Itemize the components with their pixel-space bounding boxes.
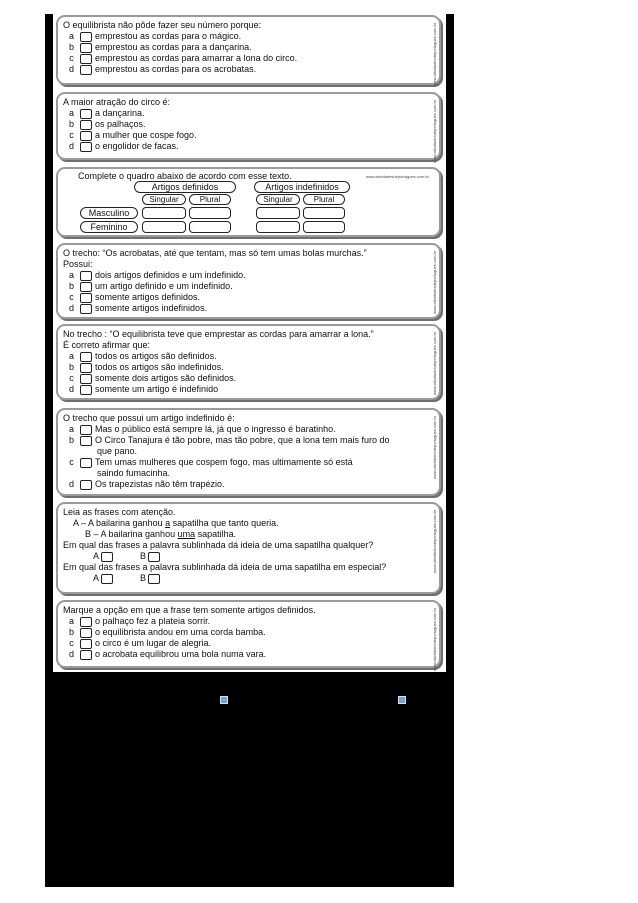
- answer-row-2: A B: [63, 573, 427, 584]
- option-row: [63, 64, 425, 75]
- option-letter: d: [68, 64, 74, 74]
- checkbox[interactable]: [80, 142, 92, 152]
- answer-cell[interactable]: [142, 207, 186, 219]
- answer-cell[interactable]: [256, 221, 300, 233]
- option-list: [63, 616, 425, 660]
- option-row: [63, 53, 425, 64]
- option-text: um artigo definido e um indefinido.: [95, 281, 233, 291]
- question-card-4: [56, 243, 441, 319]
- question-text: Em qual das frases a palavra sublinhada dá ideia de uma sapatilha qualquer?: [63, 540, 374, 550]
- watermark: www.atividadesdeportugues.com.br: [365, 174, 429, 179]
- answer-cell[interactable]: [189, 207, 231, 219]
- checkbox[interactable]: [80, 282, 92, 292]
- answer-row-1: A B: [63, 551, 427, 562]
- checkbox[interactable]: [80, 65, 92, 75]
- watermark: www.atividadesdeportugues.com.br: [432, 416, 437, 480]
- row-label-masculino: Masculino: [80, 207, 138, 219]
- instruction-text: Leia as frases com atenção.: [63, 507, 176, 517]
- instruction-text: Complete o quadro abaixo de acordo com esse texto.: [78, 171, 292, 181]
- option-row: [63, 627, 425, 638]
- option-row: [63, 270, 425, 281]
- page-marker-icon: [220, 696, 228, 704]
- option-row: [63, 108, 425, 119]
- checkbox[interactable]: [80, 385, 92, 395]
- watermark: www.atividadesdeportugues.com.br: [432, 332, 437, 396]
- option-letter: d: [68, 303, 74, 313]
- option-list: [63, 270, 425, 314]
- option-row: [63, 435, 425, 446]
- option-letter: d: [68, 479, 74, 489]
- checkbox[interactable]: [80, 425, 92, 435]
- option-text: Tem umas mulheres que cospem fogo, mas ultimamente só está: [95, 457, 353, 467]
- option-text-continued: que pano.: [97, 446, 138, 456]
- option-row: [63, 373, 425, 384]
- checkbox[interactable]: [80, 639, 92, 649]
- answer-cell[interactable]: [303, 207, 345, 219]
- option-text: somente dois artigos são definidos.: [95, 373, 237, 383]
- option-row: [63, 457, 425, 468]
- checkbox[interactable]: [80, 458, 92, 468]
- checkbox[interactable]: [80, 271, 92, 281]
- underlined-word: a: [165, 518, 171, 528]
- question-card-2: [56, 92, 441, 164]
- question-text: No trecho : “O equilibrista teve que emprestar as cordas para amarrar a lona.”: [63, 329, 374, 339]
- checkbox[interactable]: [80, 54, 92, 64]
- option-text: O Circo Tanajura é tão pobre, mas tão pobre, que a lona tem mais furo do: [95, 435, 390, 445]
- question-card-7: [56, 502, 441, 594]
- option-letter: a: [68, 270, 74, 280]
- option-text: os palhaços.: [95, 119, 146, 129]
- watermark: www.atividadesdeportugues.com.br: [432, 100, 437, 164]
- option-text: emprestou as cordas para o mágico.: [95, 31, 242, 41]
- answer-cell[interactable]: [142, 221, 186, 233]
- header-artigos-definidos: Artigos definidos: [134, 181, 236, 193]
- question-text: A maior atração do circo é:: [63, 97, 171, 107]
- underlined-word: uma: [177, 529, 196, 539]
- option-row: [63, 31, 425, 42]
- checkbox[interactable]: [80, 109, 92, 119]
- checkbox[interactable]: [80, 617, 92, 627]
- checkbox[interactable]: [80, 43, 92, 53]
- checkbox[interactable]: [80, 363, 92, 373]
- option-letter: d: [68, 384, 74, 394]
- answer-cell[interactable]: [256, 207, 300, 219]
- question-text: O trecho que possui um artigo indefinido é:: [63, 413, 235, 423]
- option-letter: c: [69, 373, 74, 383]
- option-letter: a: [68, 108, 74, 118]
- option-letter: c: [69, 53, 74, 63]
- option-list: [63, 108, 425, 152]
- option-text: todos os artigos são indefinidos.: [95, 362, 224, 372]
- sentence-a: A – A bailarina ganhou a sapatilha que tanto queria.: [73, 518, 279, 528]
- option-text: emprestou as cordas para os acrobatas.: [95, 64, 257, 74]
- option-row: [63, 479, 425, 490]
- option-letter: b: [68, 435, 74, 445]
- checkbox[interactable]: [101, 552, 113, 562]
- option-text: dois artigos definidos e um indefinido.: [95, 270, 246, 280]
- option-letter: b: [68, 362, 74, 372]
- question-text: Em qual das frases a palavra sublinhada dá ideia de uma sapatilha em especial?: [63, 562, 387, 572]
- option-text: somente artigos definidos.: [95, 292, 201, 302]
- option-letter: c: [69, 638, 74, 648]
- row-label-feminino: Feminino: [80, 221, 138, 233]
- option-row: [63, 616, 425, 627]
- checkbox[interactable]: [101, 574, 113, 584]
- option-text: o palhaço fez a plateia sorrir.: [95, 616, 211, 626]
- checkbox[interactable]: [80, 131, 92, 141]
- question-card-1: [56, 15, 441, 85]
- checkbox[interactable]: [80, 628, 92, 638]
- question-text: O trecho: “Os acrobatas, até que tentam, mas só tem umas bolas murchas.”: [63, 248, 367, 258]
- header-artigos-indefinidos: Artigos indefinidos: [254, 181, 350, 193]
- option-letter: b: [68, 627, 74, 637]
- option-letter: c: [69, 130, 74, 140]
- checkbox[interactable]: [80, 436, 92, 446]
- watermark: www.atividadesdeportugues.com.br: [432, 23, 437, 87]
- option-row: [63, 638, 425, 649]
- option-row: [63, 130, 425, 141]
- header-singular-indefinidos: Singular: [256, 194, 300, 205]
- option-letter: d: [68, 141, 74, 151]
- option-row: [63, 281, 425, 292]
- option-text: o acrobata equilibrou uma bola numa vara.: [95, 649, 267, 659]
- question-text: O equilibrista não pôde fazer seu número porque:: [63, 20, 262, 30]
- answer-cell[interactable]: [303, 221, 345, 233]
- sentence-b: B – A bailarina ganhou uma sapatilha.: [85, 529, 237, 539]
- checkbox[interactable]: [80, 120, 92, 130]
- option-letter: b: [68, 281, 74, 291]
- option-list: [63, 351, 425, 395]
- header-plural-definidos: Plural: [189, 194, 231, 205]
- header-singular-definidos: Singular: [142, 194, 186, 205]
- option-text: o circo é um lugar de alegria.: [95, 638, 212, 648]
- option-text-continued: saindo fumacinha.: [97, 468, 171, 478]
- option-text: o engolidor de facas.: [95, 141, 179, 151]
- question-card-3: [56, 167, 441, 237]
- option-letter: a: [68, 616, 74, 626]
- option-letter: d: [68, 649, 74, 659]
- option-list: [63, 424, 425, 490]
- option-text: todos os artigos são definidos.: [95, 351, 217, 361]
- option-row: [63, 649, 425, 660]
- watermark: www.atividadesdeportugues.com.br: [432, 510, 437, 574]
- option-row: [63, 424, 425, 435]
- checkbox[interactable]: [80, 293, 92, 303]
- option-letter: b: [68, 42, 74, 52]
- header-plural-indefinidos: Plural: [303, 194, 345, 205]
- page-marker-icon: [398, 696, 406, 704]
- option-text: Mas o público está sempre lá, já que o ingresso é baratinho.: [95, 424, 336, 434]
- option-list: [63, 31, 425, 75]
- option-letter: c: [69, 457, 74, 467]
- option-letter: c: [69, 292, 74, 302]
- option-text: somente um artigo é indefinido: [95, 384, 219, 394]
- watermark: www.atividadesdeportugues.com.br: [432, 608, 437, 672]
- option-letter: a: [68, 351, 74, 361]
- option-text: Os trapezistas não têm trapézio.: [95, 479, 225, 489]
- option-text: a mulher que cospe fogo.: [95, 130, 197, 140]
- question-card-5: [56, 324, 441, 400]
- checkbox[interactable]: [80, 480, 92, 490]
- watermark: www.atividadesdeportugues.com.br: [432, 251, 437, 315]
- option-text: o equilibrista andou em uma corda bamba.: [95, 627, 266, 637]
- option-text: somente artigos indefinidos.: [95, 303, 208, 313]
- option-text: emprestou as cordas para amarrar a lona do circo.: [95, 53, 298, 63]
- checkbox[interactable]: [80, 352, 92, 362]
- question-subtext: Possui:: [63, 259, 93, 269]
- option-letter: a: [68, 424, 74, 434]
- option-row: [63, 141, 425, 152]
- option-row: [63, 351, 425, 362]
- option-row: [63, 119, 425, 130]
- option-row: [63, 292, 425, 303]
- option-text: emprestou as cordas para a dançarina.: [95, 42, 252, 52]
- option-row: [63, 303, 425, 314]
- checkbox[interactable]: [80, 304, 92, 314]
- question-subtext: É correto afirmar que:: [63, 340, 151, 350]
- checkbox[interactable]: [80, 650, 92, 660]
- option-letter: a: [68, 31, 74, 41]
- checkbox[interactable]: [148, 574, 160, 584]
- checkbox[interactable]: [80, 374, 92, 384]
- question-card-6: [56, 408, 441, 496]
- checkbox[interactable]: [80, 32, 92, 42]
- question-text: Marque a opção em que a frase tem somente artigos definidos.: [63, 605, 316, 615]
- option-letter: b: [68, 119, 74, 129]
- checkbox[interactable]: [148, 552, 160, 562]
- option-row: [63, 384, 425, 395]
- option-row: [63, 42, 425, 53]
- option-text: a dançarina.: [95, 108, 145, 118]
- answer-cell[interactable]: [189, 221, 231, 233]
- question-card-8: [56, 600, 441, 672]
- option-row: [63, 362, 425, 373]
